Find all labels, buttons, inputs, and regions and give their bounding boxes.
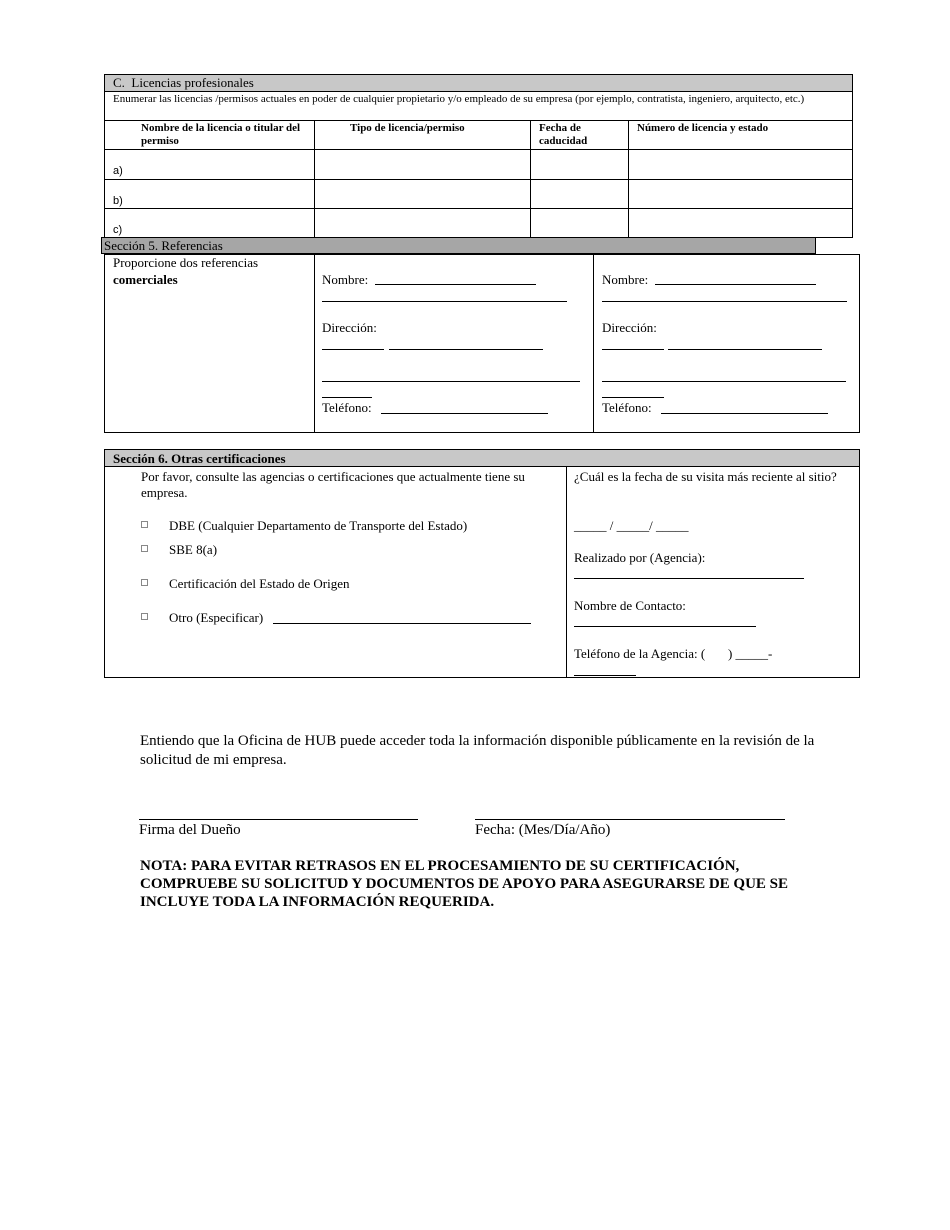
owner-signature-label: Firma del Dueño [139,822,241,838]
contact-name-label: Nombre de Contacto: [574,598,686,613]
row-label-b: b) [113,195,123,207]
consent-statement: Entiendo que la Oficina de HUB puede acceder toda la información disponible públicamente en la revisión de la solicitud de mi empresa. [140,733,815,768]
references-prompt-bold: comerciales [113,272,178,287]
ref2-address-line-b[interactable] [668,349,822,350]
ref1-name-line-2[interactable] [322,301,567,302]
column-header-license-name: Nombre de la licencia o titular del permiso [141,122,301,147]
ref2-name-line[interactable] [655,284,816,285]
option-other-specify-line[interactable] [273,623,531,624]
references-prompt: Proporcione dos referencias [113,255,259,270]
owner-signature-line[interactable] [139,819,418,820]
section-5-body [104,254,860,433]
visit-question: ¿Cuál es la fecha de su visita más reciente al sitio? [574,469,837,484]
section-c-instructions: Enumerar las licencias /permisos actuales en poder de cualquier propietario y/o empleado de su empresa (por ejemplo, contratista, ingeniero, arquitecto, etc.) [113,93,805,105]
option-dbe-label: DBE (Cualquier Departamento de Transporte del Estado) [169,518,468,533]
processing-note: NOTA: PARA EVITAR RETRASOS EN EL PROCESAMIENTO DE SU CERTIFICACIÓN, COMPRUEBE SU SOLICITUD Y DOCUMENTOS DE APOYO PARA ASEGURARSE DE QUE SE INCLUYE TODA LA INFORMACIÓN REQUERIDA. [140,858,789,910]
option-dbe-checkbox[interactable] [141,521,148,528]
contact-name-line[interactable] [574,626,756,627]
section-5-title: Sección 5. Referencias [104,238,223,253]
section-6-title: Sección 6. Otras certificaciones [113,451,286,466]
ref2-name-line-2[interactable] [602,301,847,302]
ref2-name-label: Nombre: [602,272,649,287]
ref1-address-line-a[interactable] [322,349,384,350]
agency-phone-label: Teléfono de la Agencia: ( ) _____- [574,646,773,661]
option-sbe-checkbox[interactable] [141,545,148,552]
ref2-address-line-a[interactable] [602,349,664,350]
option-sbe-label: SBE 8(a) [169,542,218,557]
row-label-c: c) [113,224,123,236]
ref1-address-label: Dirección: [322,320,377,335]
ref1-name-label: Nombre: [322,272,369,287]
ref2-address-line-2[interactable] [602,381,846,382]
ref2-address-label: Dirección: [602,320,657,335]
signature-date-label: Fecha: (Mes/Día/Año) [475,822,611,838]
column-header-license-number: Número de licencia y estado [637,122,769,134]
ref1-name-line[interactable] [375,284,536,285]
column-header-expiration: Fecha de caducidad [539,122,588,147]
visit-date-blanks[interactable]: _____ / _____/ _____ [574,518,689,533]
ref2-address-line-3[interactable] [602,397,664,398]
column-header-license-type: Tipo de licencia/permiso [350,122,465,134]
ref2-phone-label: Teléfono: [602,400,652,415]
option-home-state-checkbox[interactable] [141,579,148,586]
certifications-prompt: Por favor, consulte las agencias o certificaciones que actualmente tiene su empresa. [141,469,525,500]
section-c-body [104,91,853,238]
row-label-a: a) [113,165,123,177]
signature-date-line[interactable] [475,819,785,820]
section-c-title: C. Licencias profesionales [113,75,254,90]
ref1-phone-label: Teléfono: [322,400,372,415]
ref1-address-line-3[interactable] [322,397,372,398]
performed-by-label: Realizado por (Agencia): [574,550,706,565]
ref1-phone-line[interactable] [381,413,548,414]
performed-by-line[interactable] [574,578,804,579]
ref2-phone-line[interactable] [661,413,828,414]
option-other-checkbox[interactable] [141,613,148,620]
ref1-address-line-b[interactable] [389,349,543,350]
agency-phone-line[interactable] [574,675,636,676]
option-home-state-label: Certificación del Estado de Origen [169,576,350,591]
option-other-label: Otro (Especificar) [169,610,264,625]
ref1-address-line-2[interactable] [322,381,580,382]
